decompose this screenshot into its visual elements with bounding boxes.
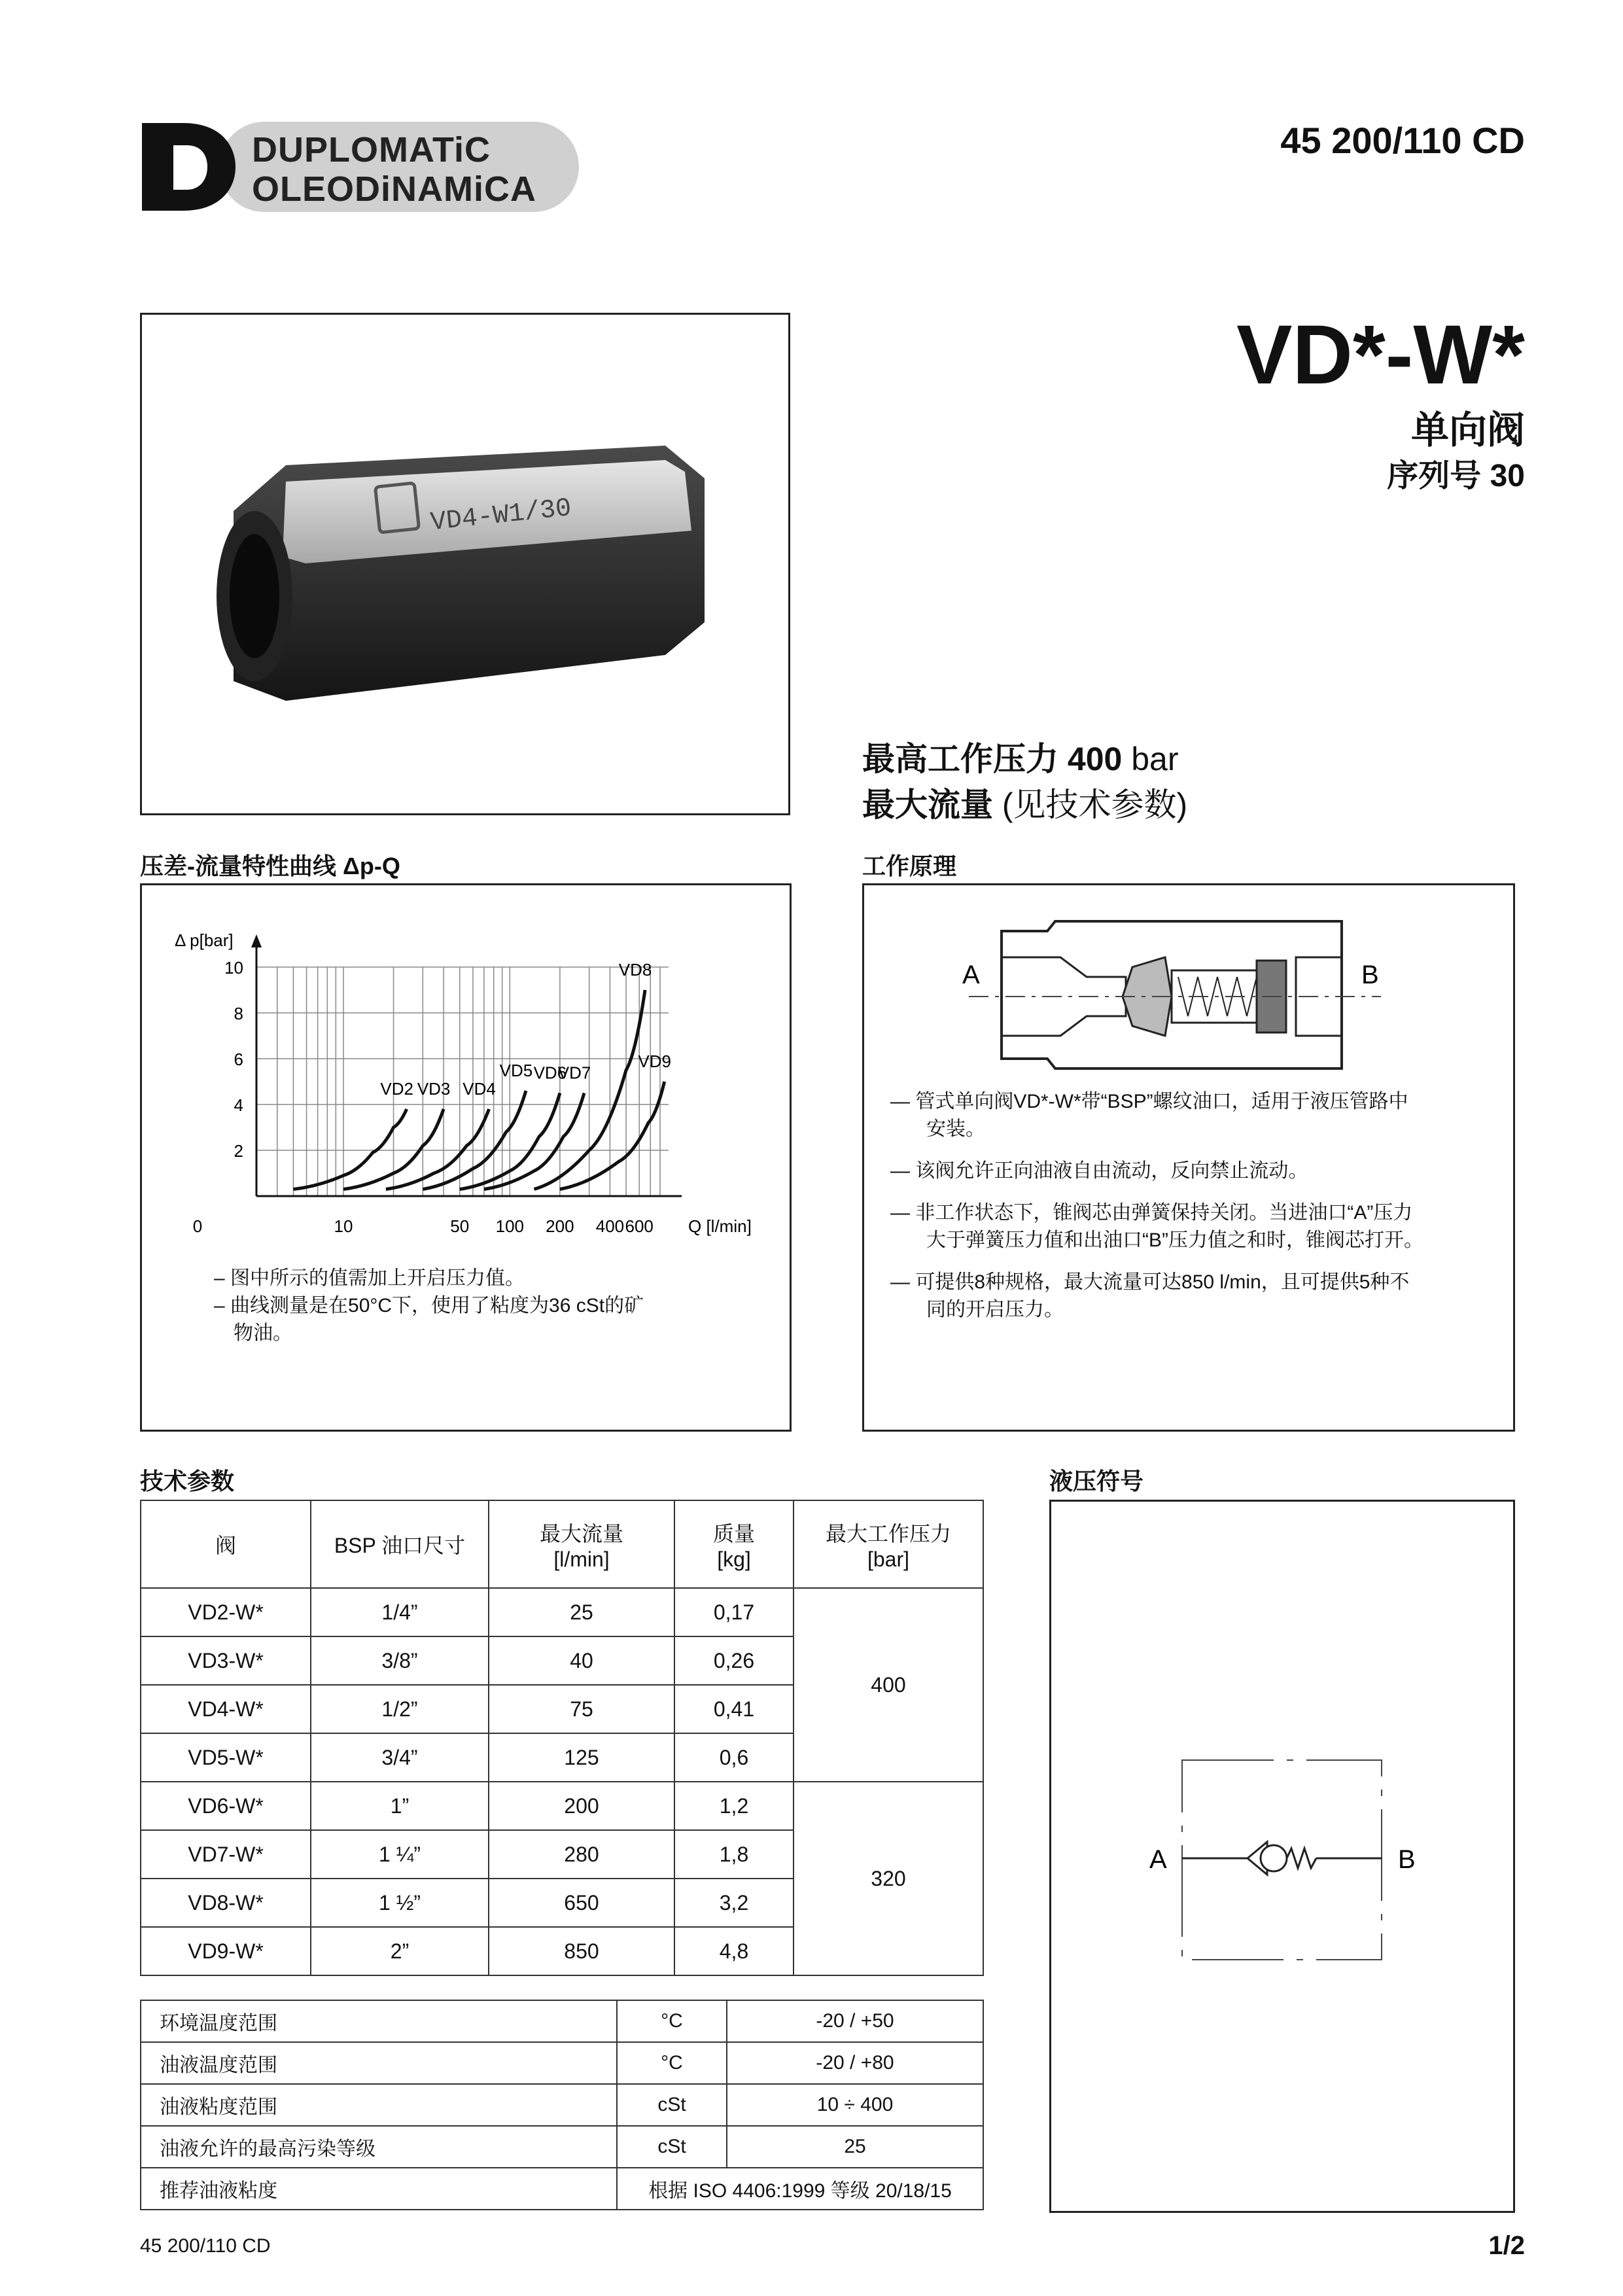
col-flow (489, 1500, 674, 1588)
curve-label-vd6: VD6 (533, 1063, 567, 1083)
chart-note-2: – 曲线测量是在50°C下，使用了粘度为36 cSt的矿 (214, 1295, 644, 1316)
table-row (141, 1782, 983, 1830)
col-mass-unit: [kg] (717, 1547, 751, 1571)
valve-section-drawing-icon (864, 885, 1513, 1082)
env-label: 油液允许的最高污染等级 (141, 2126, 617, 2168)
mass-cell: 0,26 (674, 1636, 794, 1685)
principle-bullet-3: — 非工作状态下，锥阀芯由弹簧保持关闭。当进油口“A”压力 (890, 1202, 1413, 1224)
y-tick-label: 10 (224, 958, 243, 978)
headline-flow-bold: 最大流量 (862, 786, 993, 823)
col-pressure-label: 最大工作压力 (825, 1521, 951, 1545)
curve-label-vd4: VD4 (462, 1079, 496, 1099)
symbol-port-b: B (1398, 1845, 1416, 1874)
product-photo-frame (140, 313, 790, 815)
headline-pressure (862, 733, 1179, 780)
flow-cell: 280 (489, 1830, 674, 1879)
table-row (141, 2126, 983, 2168)
curve-label-vd9: VD9 (638, 1051, 671, 1071)
table-row (141, 2000, 983, 2042)
port-cell: 3/8” (311, 1636, 489, 1685)
port-cell: 1” (311, 1782, 489, 1830)
flow-cell: 850 (489, 1927, 674, 1975)
mass-cell: 3,2 (674, 1879, 794, 1927)
table-row (141, 1588, 983, 1636)
col-pressure-unit: [bar] (867, 1547, 910, 1571)
table-row (141, 2168, 983, 2210)
curve-label-vd3: VD3 (417, 1079, 451, 1099)
table-row (141, 2042, 983, 2084)
env-unit: cSt (617, 2084, 727, 2126)
y-axis-label: Δ p[bar] (175, 930, 234, 950)
valve-cell: VD9-W* (141, 1927, 311, 1975)
photo-marking: VD4-W1/30 (429, 493, 573, 539)
env-label: 环境温度范围 (141, 2000, 617, 2042)
flow-cell: 75 (489, 1685, 674, 1733)
col-mass-label: 质量 (712, 1521, 755, 1545)
principle-bullet-1b: 安装。 (926, 1118, 985, 1140)
env-value: 25 (727, 2126, 983, 2168)
port-cell: 1 ¼” (311, 1830, 489, 1879)
flow-cell: 650 (489, 1879, 674, 1927)
spec-table (140, 1500, 984, 1976)
product-model: VD*-W* (1236, 308, 1525, 402)
pressure-group-1: 400 (794, 1588, 983, 1782)
curve-label-vd5: VD5 (499, 1061, 533, 1080)
env-value: 根据 ISO 4406:1999 等级 20/18/15 (617, 2168, 983, 2210)
y-axis-arrow-icon (251, 934, 262, 947)
x-tick-label: 50 (450, 1216, 470, 1236)
chart-frame (140, 883, 792, 1432)
dpq-chart (142, 885, 790, 1236)
symbol-section-title: 液压符号 (1049, 1468, 1144, 1494)
tech-section-title: 技术参数 (140, 1468, 235, 1494)
flow-cell: 125 (489, 1733, 674, 1782)
env-value: -20 / +50 (727, 2000, 983, 2042)
env-unit: cSt (617, 2126, 727, 2168)
port-cell: 1/4” (311, 1588, 489, 1636)
principle-bullet-2: — 该阀允许正向油液自由流动，反向禁止流动。 (890, 1160, 1308, 1182)
principle-section-title: 工作原理 (862, 853, 957, 879)
headline-flow-rest: (见技术参数) (1002, 786, 1188, 823)
product-series: 序列号 30 (1387, 459, 1525, 493)
x-tick-label: 200 (546, 1216, 574, 1236)
mass-cell: 0,17 (674, 1588, 794, 1636)
chart-note-3: 物油。 (234, 1322, 292, 1344)
mass-cell: 4,8 (674, 1927, 794, 1975)
doc-code: 45 200/110 CD (1280, 120, 1525, 161)
valve-cell: VD4-W* (141, 1685, 311, 1733)
port-cell: 2” (311, 1927, 489, 1975)
valve-cell: VD3-W* (141, 1636, 311, 1685)
product-name: 单向阀 (1410, 409, 1525, 451)
principle-bullet-1: — 管式单向阀VD*-W*带“BSP”螺纹油口，适用于液压管路中 (890, 1091, 1408, 1112)
logo (141, 118, 585, 216)
valve-photo-icon (142, 315, 788, 813)
curve-vd9 (560, 1082, 665, 1190)
headline-pressure-bold: 最高工作压力 400 (862, 741, 1123, 777)
col-mass (674, 1500, 794, 1588)
y-tick-label: 2 (234, 1141, 243, 1161)
curve-label-vd7: VD7 (557, 1063, 591, 1083)
col-flow-label: 最大流量 (539, 1521, 623, 1545)
x-tick-label: 0 (192, 1216, 203, 1236)
symbol-port-a: A (1149, 1845, 1167, 1874)
chart-section-title: 压差-流量特性曲线 Δp-Q (140, 853, 400, 879)
table-row (141, 2084, 983, 2126)
valve-cell: VD6-W* (141, 1782, 311, 1830)
x-tick-label: 400 (595, 1216, 625, 1236)
curve-label-vd8: VD8 (618, 960, 652, 980)
x-tick-label: 100 (495, 1216, 525, 1236)
pressure-group-2: 320 (794, 1782, 983, 1975)
y-tick-label: 6 (234, 1050, 243, 1069)
env-table (140, 2000, 984, 2210)
check-valve-symbol-icon (1051, 1502, 1513, 2211)
port-cell: 1 ½” (311, 1879, 489, 1927)
principle-bullet-4b: 同的开启压力。 (926, 1299, 1064, 1320)
principle-bullet-4: — 可提供8种规格，最大流量可达850 l/min，且可提供5种不 (890, 1271, 1410, 1293)
col-port: BSP 油口尺寸 (311, 1500, 489, 1588)
section-port-a: A (962, 961, 980, 989)
env-label: 油液温度范围 (141, 2042, 617, 2084)
env-value: -20 / +80 (727, 2042, 983, 2084)
footer-doc-code: 45 200/110 CD (140, 2235, 271, 2257)
principle-frame (862, 883, 1515, 1432)
col-flow-unit: [l/min] (553, 1547, 610, 1571)
x-axis-label: Q [l/min] (688, 1216, 752, 1236)
curve-vd2 (293, 1109, 406, 1190)
section-port-b: B (1361, 961, 1379, 989)
valve-cell: VD2-W* (141, 1588, 311, 1636)
curve-label-vd2: VD2 (380, 1079, 413, 1099)
env-label: 推荐油液粘度 (141, 2168, 617, 2210)
flow-cell: 25 (489, 1588, 674, 1636)
port-cell: 3/4” (311, 1733, 489, 1782)
env-value: 10 ÷ 400 (727, 2084, 983, 2126)
flow-cell: 200 (489, 1782, 674, 1830)
flow-cell: 40 (489, 1636, 674, 1685)
env-unit: °C (617, 2042, 727, 2084)
env-label: 油液粘度范围 (141, 2084, 617, 2126)
port-cell: 1/2” (311, 1685, 489, 1733)
col-pressure (794, 1500, 983, 1588)
logo-line2: OLEODiNAMiCA (252, 169, 536, 209)
x-tick-label: 10 (334, 1216, 353, 1236)
logo-line1: DUPLOMATiC (252, 130, 491, 169)
symbol-frame (1049, 1500, 1515, 2213)
principle-bullet-3b: 大于弹簧压力值和出油口“B”压力值之和时，锥阀芯打开。 (926, 1229, 1423, 1251)
valve-cell: VD7-W* (141, 1830, 311, 1879)
footer-page: 1/2 (1488, 2231, 1525, 2260)
mass-cell: 1,2 (674, 1782, 794, 1830)
x-tick-label: 600 (625, 1216, 654, 1236)
mass-cell: 0,6 (674, 1733, 794, 1782)
headline-pressure-unit: bar (1131, 741, 1179, 777)
valve-cell: VD5-W* (141, 1733, 311, 1782)
headline-flow (862, 779, 1187, 826)
valve-cell: VD8-W* (141, 1879, 311, 1927)
env-unit: °C (617, 2000, 727, 2042)
chart-note-1: – 图中所示的值需加上开启压力值。 (214, 1267, 525, 1289)
mass-cell: 1,8 (674, 1830, 794, 1879)
y-tick-label: 4 (234, 1095, 243, 1115)
y-tick-label: 8 (234, 1004, 243, 1023)
col-valve: 阀 (141, 1500, 311, 1588)
mass-cell: 0,41 (674, 1685, 794, 1733)
